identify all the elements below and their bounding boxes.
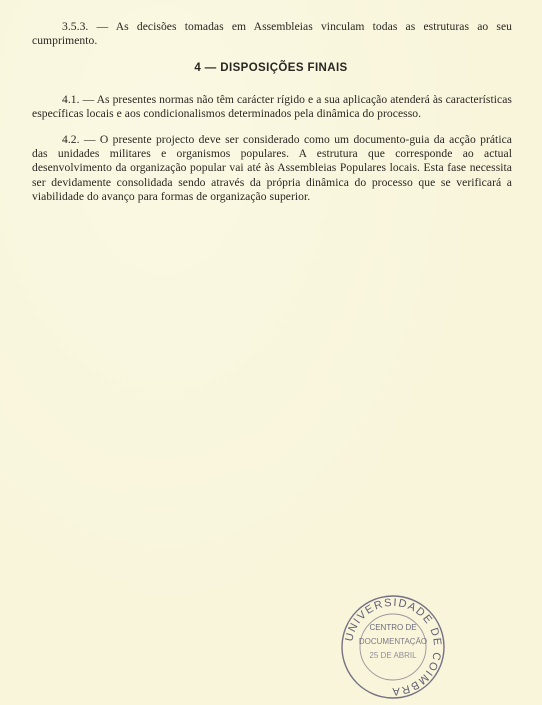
stamp-line-1: CENTRO DE: [369, 623, 417, 632]
stamp-seal-icon: [340, 594, 446, 700]
paragraph-number: 4.2.: [62, 133, 80, 146]
paragraph-text: — As presentes normas não têm carácter rígido e a sua aplicação atenderá às características específicas locais e aos condicionalismos determinados pela dinâmica do processo.: [32, 93, 512, 121]
paragraph-text: — As decisões tomadas em Assembleias vinculam todas as estruturas ao seu cumprimento.: [32, 20, 512, 48]
svg-text:UNIVERSIDADE DE COIMBRA: [343, 597, 443, 697]
paragraph-number: 4.1.: [62, 93, 80, 106]
paragraph-3-5-3: [32, 20, 512, 48]
stamp-line-2: DOCUMENTAÇÃO: [358, 637, 428, 646]
paragraph-text: — O presente projecto deve ser considerado como um documento-guia da acção prática das unidades militares e organismos populares. A estrutura que corresponde ao actual desenvolvimento da organização popular vai até às Assembleias Populares locais. Esta fase necessita ser devidamente consolidada sendo através da própria dinâmica do processo que se verificará a viabilidade do avanço para formas de organização superior.: [32, 133, 512, 203]
paragraph-number: 3.5.3.: [62, 20, 89, 33]
paragraph-4-2: [32, 133, 512, 204]
library-stamp: [340, 594, 446, 700]
paragraph-4-1: [32, 93, 512, 121]
stamp-line-3: 25 DE ABRIL: [369, 651, 417, 660]
stamp-ring-text: UNIVERSIDADE DE COIMBRA: [343, 596, 444, 698]
section-heading: 4 — DISPOSIÇÕES FINAIS: [194, 62, 348, 74]
